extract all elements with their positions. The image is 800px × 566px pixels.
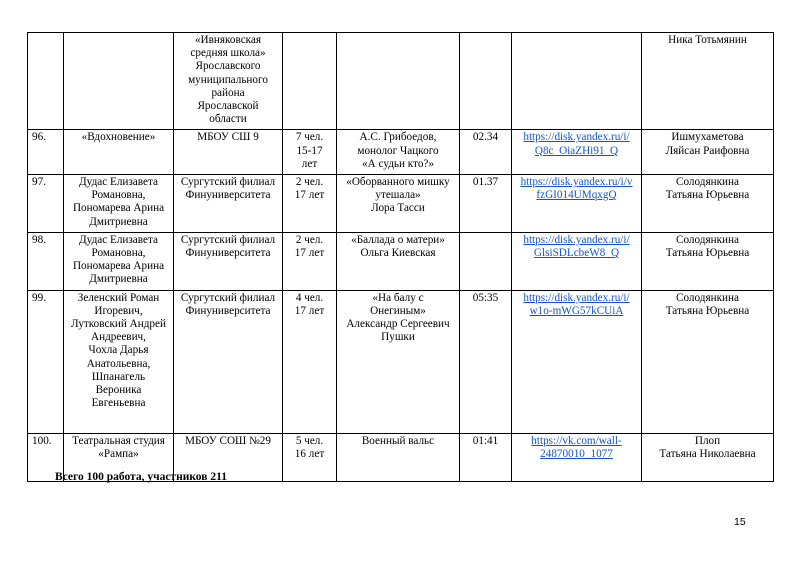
- organization-text: «Ивняковская: [194, 34, 262, 46]
- participant-name-text: Пономарева Арина: [72, 202, 165, 215]
- table-row: [28, 175, 774, 233]
- organization-text: муниципального: [188, 73, 268, 86]
- organization-text: Финуниверситета: [185, 189, 271, 202]
- work-title-text: «Баллада о матери»: [351, 233, 445, 246]
- participant-count-text: 17 лет: [294, 189, 325, 202]
- table-row: [28, 232, 774, 290]
- participant-name-text: Анатольевна,: [86, 357, 151, 370]
- participant-count-text: 15-17: [296, 144, 323, 157]
- participant-name-cell: [64, 130, 174, 175]
- work-title-text: Пушки: [381, 331, 415, 344]
- participant-name-text: Зеленский Роман: [77, 291, 160, 304]
- duration-text: 02.34: [472, 131, 499, 144]
- work-title-cell: [337, 433, 460, 481]
- participant-name-text: Евгеньевна: [91, 397, 146, 410]
- participant-name-text: «Вдохновение»: [81, 131, 156, 144]
- participant-name-cell: [64, 33, 174, 130]
- participant-name-cell: [64, 290, 174, 433]
- leader-name-text: Солодянкина: [676, 291, 739, 304]
- video-link-text: GlsiSDLcbeW8_Q: [533, 247, 620, 260]
- participant-name-text: Дмитриевна: [89, 273, 148, 286]
- video-link-text: https://disk.yandex.ru/i/: [523, 233, 630, 246]
- leader-name-text: Ника Тотьмянин: [668, 34, 747, 46]
- leader-name-cell: [642, 130, 774, 175]
- video-link-text: https://vk.com/wall-: [531, 434, 622, 447]
- leader-name-text: Ляйсан Раифовна: [665, 144, 750, 157]
- organization-text: средняя школа»: [190, 47, 266, 60]
- participant-name-text: Дудас Елизавета: [79, 176, 158, 189]
- participant-count-cell: [283, 290, 337, 433]
- duration-cell: [460, 433, 512, 481]
- organization-cell: [174, 130, 283, 175]
- organization-text: МБОУ СШ 9: [197, 131, 259, 144]
- duration-text: 01:41: [472, 434, 499, 447]
- video-link-text: https://disk.yandex.ru/i/v: [520, 176, 633, 189]
- row-number-cell: [28, 33, 64, 130]
- work-title-text: Онегиным»: [370, 304, 426, 317]
- leader-name-cell: [642, 175, 774, 233]
- video-link-cell: [512, 33, 642, 130]
- video-link-cell: [512, 433, 642, 481]
- duration-cell: [460, 33, 512, 130]
- participant-name-text: Андреевич,: [91, 331, 146, 344]
- leader-name-text: Татьяна Николаевна: [659, 447, 756, 460]
- participant-name-text: Дудас Елизавета: [79, 233, 158, 246]
- duration-text: 01.37: [472, 176, 499, 189]
- duration-cell: [460, 130, 512, 175]
- participant-count-text: 4 чел.: [295, 291, 324, 304]
- video-link[interactable]: [514, 131, 639, 157]
- video-link-text: Q8c_OiaZHi91_Q: [534, 144, 619, 157]
- organization-cell: [174, 33, 283, 130]
- row-number-cell: [28, 290, 64, 433]
- participant-count-cell: [283, 433, 337, 481]
- participant-name-text: Шпанагель: [91, 370, 146, 383]
- participant-count-text: 7 чел.: [295, 131, 324, 144]
- total-summary: Всего 100 работа, участников 211: [55, 471, 227, 483]
- organization-text: Ярославского: [195, 60, 261, 73]
- participant-count-text: 17 лет: [294, 304, 325, 317]
- work-title-text: Ольга Киевская: [360, 247, 436, 260]
- row-number-text: 97.: [32, 176, 46, 189]
- organization-cell: [174, 175, 283, 233]
- leader-name-cell: [642, 232, 774, 290]
- work-title-text: «На балу с: [372, 291, 424, 304]
- organization-text: Сургутский филиал: [180, 291, 276, 304]
- video-link-text: fzGI014UMqxgQ: [536, 189, 617, 202]
- duration-cell: [460, 290, 512, 433]
- participant-count-cell: [283, 232, 337, 290]
- video-link[interactable]: [514, 435, 639, 461]
- organization-cell: [174, 232, 283, 290]
- participant-count-cell: [283, 130, 337, 175]
- leader-name-text: Татьяна Юрьевна: [665, 247, 750, 260]
- leader-name-text: Солодянкина: [676, 233, 739, 246]
- participant-name-text: Вероника: [95, 384, 142, 397]
- work-title-text: Лора Тасси: [371, 202, 425, 215]
- work-title-cell: [337, 175, 460, 233]
- participant-name-cell: [64, 175, 174, 233]
- participant-name-text: Театральная студия: [72, 434, 165, 447]
- participant-count-text: 16 лет: [294, 447, 325, 460]
- leader-name-cell: [642, 290, 774, 433]
- work-title-cell: [337, 33, 460, 130]
- participant-count-cell: [283, 33, 337, 130]
- row-number-text: 96.: [32, 131, 46, 144]
- organization-text: района: [211, 86, 245, 99]
- leader-name-text: Татьяна Юрьевна: [665, 189, 750, 202]
- organization-text: Сургутский филиал: [180, 176, 276, 189]
- duration-text: 05:35: [472, 291, 499, 304]
- video-link-cell: [512, 130, 642, 175]
- video-link-text: https://disk.yandex.ru/i/: [523, 291, 630, 304]
- duration-cell: [460, 232, 512, 290]
- organization-text: Финуниверситета: [185, 247, 271, 260]
- video-link[interactable]: [514, 292, 639, 318]
- work-title-text: монолог Чацкого: [357, 144, 439, 157]
- participant-name-text: Лутковский Андрей: [71, 318, 166, 331]
- participant-name-text: Игоревич,: [94, 304, 143, 317]
- work-title-cell: [337, 290, 460, 433]
- row-number-cell: [28, 130, 64, 175]
- row-number-cell: [28, 175, 64, 233]
- organization-text: области: [209, 113, 247, 126]
- participant-count-text: лет: [301, 157, 318, 170]
- video-link-text: https://disk.yandex.ru/i/: [523, 131, 630, 144]
- row-number-text: 99.: [32, 291, 46, 304]
- video-link-cell: [512, 232, 642, 290]
- organization-text: Ярославской: [197, 100, 259, 113]
- video-link-cell: [512, 175, 642, 233]
- video-link-text: w1o-mWG57kCUiA: [529, 304, 624, 317]
- participant-count-text: 5 чел.: [295, 434, 324, 447]
- work-title-text: Александр Сергеевич: [346, 318, 450, 331]
- row-number-text: 100.: [32, 434, 52, 447]
- table-body: [28, 33, 774, 482]
- work-title-cell: [337, 232, 460, 290]
- participant-name-text: Пономарева Арина: [72, 260, 165, 273]
- organization-text: Финуниверситета: [185, 304, 271, 317]
- video-link-text: 24870010_1077: [540, 447, 613, 460]
- participant-count-text: 2 чел.: [295, 233, 324, 246]
- leader-name-text: Плоп: [694, 434, 721, 447]
- duration-cell: [460, 175, 512, 233]
- participant-name-text: Романовна,: [91, 189, 146, 202]
- participant-count-cell: [283, 175, 337, 233]
- participant-count-text: 2 чел.: [295, 176, 324, 189]
- leader-name-text: Солодянкина: [676, 176, 739, 189]
- leader-name-cell: [642, 33, 774, 130]
- leader-name-cell: [642, 433, 774, 481]
- participant-name-text: «Рампа»: [98, 447, 139, 460]
- work-title-text: Военный вальс: [361, 434, 435, 447]
- row-number-text: 98.: [32, 233, 46, 246]
- participant-name-text: Романовна,: [91, 247, 146, 260]
- participant-name-cell: [64, 232, 174, 290]
- video-link[interactable]: [514, 234, 639, 260]
- participant-name-text: Чохла Дарья: [88, 344, 149, 357]
- video-link-cell: [512, 290, 642, 433]
- organization-text: Сургутский филиал: [180, 233, 276, 246]
- work-title-text: «А судьи кто?»: [362, 157, 434, 170]
- participant-count-text: 17 лет: [294, 247, 325, 260]
- table-row: [28, 33, 774, 130]
- leader-name-text: Татьяна Юрьевна: [665, 304, 750, 317]
- table-row: [28, 290, 774, 433]
- participants-table: [27, 32, 774, 482]
- participant-name-text: Дмитриевна: [89, 215, 148, 228]
- work-title-text: «Оборванного мишку: [346, 176, 450, 189]
- table-row: [28, 130, 774, 175]
- organization-cell: [174, 290, 283, 433]
- row-number-cell: [28, 232, 64, 290]
- work-title-cell: [337, 130, 460, 175]
- organization-text: МБОУ СОШ №29: [185, 434, 271, 447]
- work-title-text: А.С. Грибоедов,: [359, 131, 437, 144]
- page-number: 15: [734, 516, 746, 528]
- video-link[interactable]: [514, 176, 639, 202]
- leader-name-text: Ишмухаметова: [671, 131, 744, 144]
- work-title-text: утешала»: [375, 189, 421, 202]
